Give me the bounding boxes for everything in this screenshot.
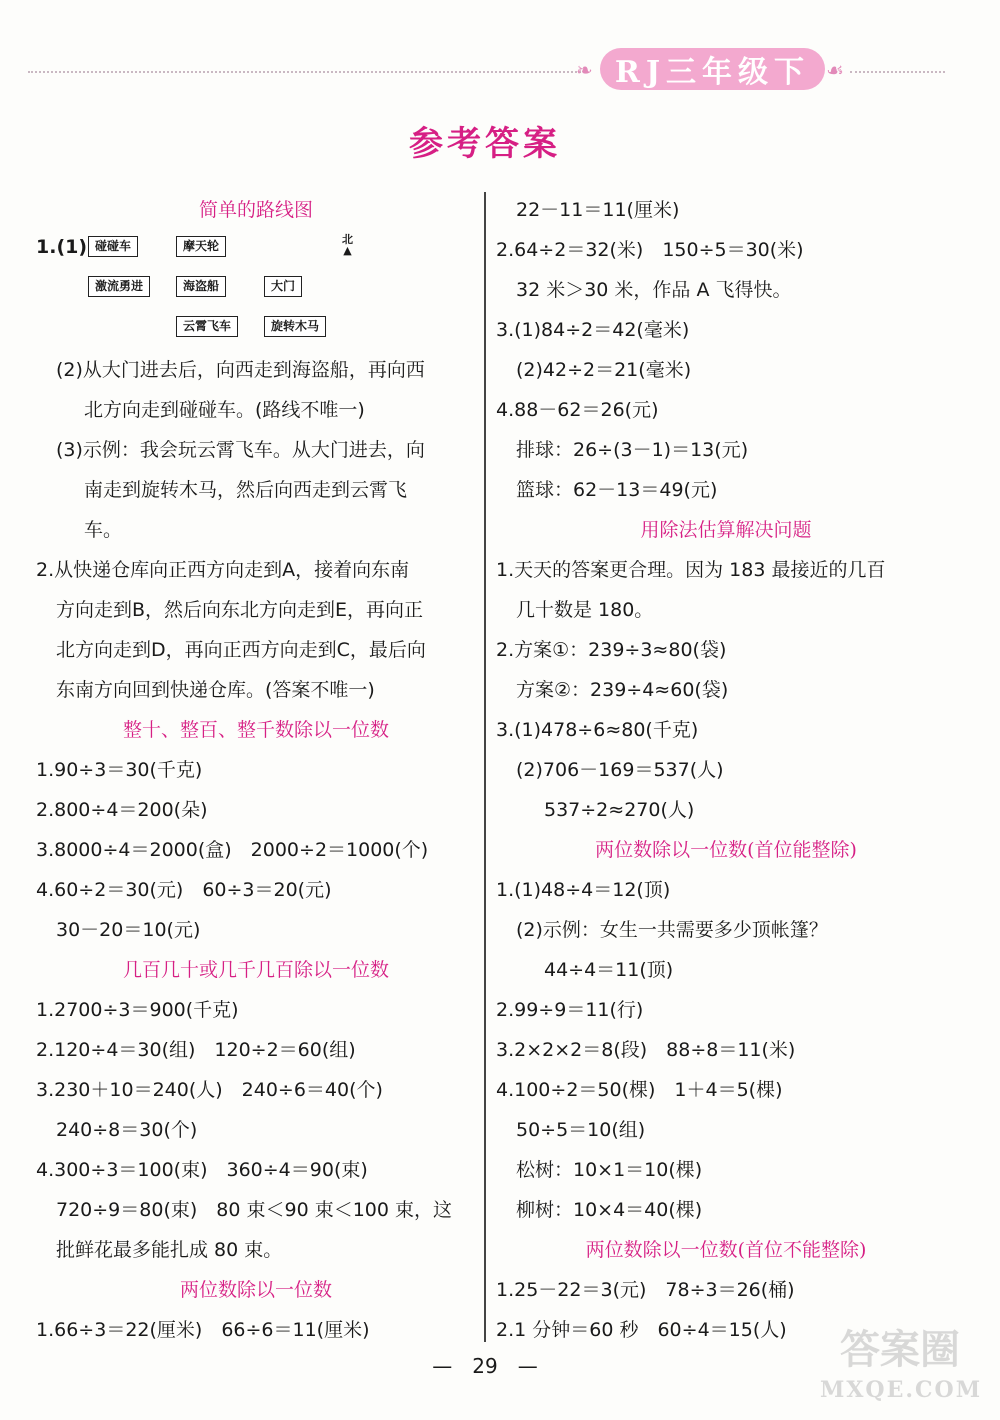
left-column (36, 190, 476, 1350)
diagram-box: 大门 (264, 276, 302, 297)
answer-line: 方案②：239÷4≈60(袋) (516, 679, 729, 701)
grade-badge: RJ三年级下 (600, 48, 825, 90)
diagram-box: 摩天轮 (176, 236, 226, 257)
section-heading: 几百几十或几千几百除以一位数 (122, 959, 389, 981)
answer-line: 松树：10×1＝10(棵) (516, 1159, 703, 1181)
answer-line: 50÷5＝10(组) (516, 1119, 646, 1141)
answer-line: 2.99÷9＝11(行) (496, 999, 644, 1021)
answer-line: (2)从大门进去后，向西走到海盗船，再向西 (56, 359, 425, 381)
column-divider (484, 192, 486, 1342)
answer-line: 2.120÷4＝30(组) 120÷2＝60(组) (36, 1039, 356, 1061)
question-number: 1.(1) (36, 236, 88, 258)
answer-line: 几十数是 180。 (516, 599, 654, 621)
answer-line: 3.230＋10＝240(人) 240÷6＝40(个) (36, 1079, 383, 1101)
answer-line: 3.(1)478÷6≈80(千克) (496, 719, 699, 741)
answer-line: 车。 (84, 519, 123, 541)
answer-line: 南走到旋转木马，然后向西走到云霄飞 (84, 479, 408, 501)
answer-line: 3.(1)84÷2＝42(毫米) (496, 319, 690, 341)
answer-line: 2.从快递仓库向正西方向走到A，接着向东南 (36, 559, 410, 581)
answer-line: 32 米＞30 米，作品 A 飞得快。 (516, 279, 792, 301)
answer-line: 2.1 分钟＝60 秒 60÷4＝15(人) (496, 1319, 787, 1341)
answer-line: (2)706－169＝537(人) (516, 759, 724, 781)
answer-line: 1.2700÷3＝900(千克) (36, 999, 239, 1021)
section-heading: 整十、整百、整千数除以一位数 (122, 719, 389, 741)
section-heading: 用除法估算解决问题 (640, 519, 812, 541)
answer-line: 2.64÷2＝32(米) 150÷5＝30(米) (496, 239, 804, 261)
section-heading: 两位数除以一位数(首位不能整除) (585, 1239, 867, 1261)
diagram-box: 海盗船 (176, 276, 226, 297)
answer-line: 东南方向回到快递仓库。(答案不唯一) (56, 679, 375, 701)
answer-line: 30－20＝10(元) (56, 919, 201, 941)
answer-line: 4.100÷2＝50(棵) 1＋4＝5(棵) (496, 1079, 783, 1101)
answer-line: 1.(1)48÷4＝12(顶) (496, 879, 671, 901)
answer-line: 4.60÷2＝30(元) 60÷3＝20(元) (36, 879, 332, 901)
answer-line: 1.天天的答案更合理。因为 183 最接近的几百 (496, 559, 886, 581)
page-title: 参考答案 (409, 124, 561, 164)
answer-line: 4.300÷3＝100(束) 360÷4＝90(束) (36, 1159, 368, 1181)
diagram-box: 激流勇进 (88, 276, 150, 297)
answer-line: 44÷4＝11(顶) (544, 959, 674, 981)
answer-line: 2.800÷4＝200(朵) (36, 799, 208, 821)
route-diagram (36, 230, 476, 350)
answer-line: 方向走到B，然后向东北方向走到E，再向正 (56, 599, 424, 621)
diagram-box: 云霄飞车 (176, 316, 238, 337)
answer-line: 柳树：10×4＝40(棵) (516, 1199, 703, 1221)
answer-line: 537÷2≈270(人) (544, 799, 695, 821)
leaf-decoration-icon: ☙ (826, 58, 844, 82)
answer-line: (3)示例：我会玩云霄飞车。从大门进去，向 (56, 439, 425, 461)
section-heading: 简单的路线图 (198, 199, 313, 221)
diagram-box: 旋转木马 (264, 316, 326, 337)
header-dotted-line-right (850, 71, 945, 73)
watermark-logo: 答案圈 MXQE.COM (820, 1326, 983, 1403)
page-number: — 29 — (432, 1354, 538, 1378)
answer-line: (2)42÷2＝21(毫米) (516, 359, 692, 381)
answer-line: 排球：26÷(3－1)＝13(元) (516, 439, 749, 461)
answer-line: 北方向走到碰碰车。(路线不唯一) (84, 399, 365, 421)
answer-line: 4.88－62＝26(元) (496, 399, 659, 421)
answer-line: (2)示例：女生一共需要多少顶帐篷？ (516, 919, 828, 941)
section-heading: 两位数除以一位数(首位能整除) (595, 839, 857, 861)
answer-line: 1.66÷3＝22(厘米) 66÷6＝11(厘米) (36, 1319, 370, 1341)
leaf-decoration-icon: ❧ (576, 58, 593, 82)
answer-line: 批鲜花最多能扎成 80 束。 (56, 1239, 283, 1261)
answer-line: 3.8000÷4＝2000(盒) 2000÷2＝1000(个) (36, 839, 429, 861)
north-arrow-icon: 北 ▲ (342, 233, 353, 257)
answer-line: 篮球：62－13＝49(元) (516, 479, 718, 501)
section-heading: 两位数除以一位数 (179, 1279, 332, 1301)
answer-line: 720÷9＝80(束) 80 束＜90 束＜100 束，这 (56, 1199, 453, 1221)
answer-line: 3.2×2×2＝8(段) 88÷8＝11(米) (496, 1039, 796, 1061)
answer-line: 1.25－22＝3(元) 78÷3＝26(桶) (496, 1279, 795, 1301)
diagram-box: 碰碰车 (88, 236, 138, 257)
right-column (496, 190, 956, 1350)
answer-line: 北方向走到D，再向正西方向走到C，最后向 (56, 639, 426, 661)
answer-line: 240÷8＝30(个) (56, 1119, 198, 1141)
answer-line: 2.方案①：239÷3≈80(袋) (496, 639, 727, 661)
answer-line: 22－11＝11(厘米) (516, 199, 680, 221)
header-dotted-line-left (28, 71, 588, 73)
answer-line: 1.90÷3＝30(千克) (36, 759, 203, 781)
